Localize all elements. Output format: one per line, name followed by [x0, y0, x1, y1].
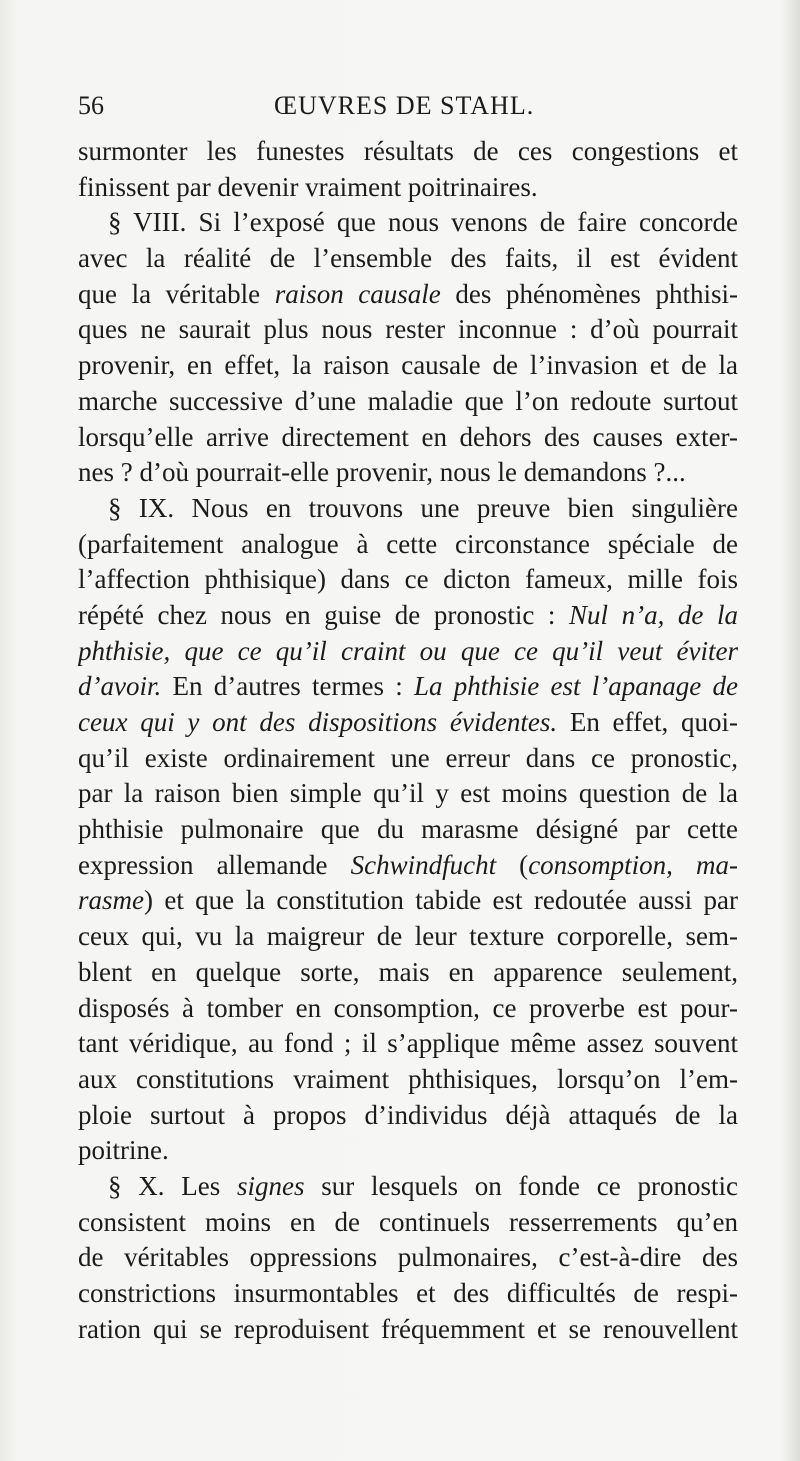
text-line: [78, 134, 738, 170]
body-text: [78, 134, 738, 1347]
text-line: [78, 170, 738, 206]
text-span: qu’il existe ordinairement une erreur dans ce pronostic,: [78, 742, 738, 773]
text-span: phthisie pulmonaire que du marasme désigné par cette: [78, 814, 738, 845]
text-span: avec la réalité de l’ensemble des faits, il est évident: [78, 243, 738, 274]
text-line: [78, 634, 738, 670]
text-span: En d’autres termes :: [161, 671, 414, 702]
text-line: [78, 669, 738, 705]
text-span: finissent par devenir vraiment poitrinaires.: [78, 171, 538, 202]
italic-span: Nul n’a, de la: [569, 599, 738, 630]
italic-span: signes: [237, 1170, 305, 1201]
text-span: (: [496, 849, 529, 880]
text-line: [78, 776, 738, 812]
text-span: ceux qui, vu la maigreur de leur texture corporelle, sem-: [78, 921, 738, 952]
text-span: ration qui se reproduisent fréquemment et se renouvellent: [78, 1313, 738, 1344]
text-span: En effet, quoi-: [557, 707, 738, 737]
text-span: ques ne saurait plus nous rester inconnue : d’où pourrait: [78, 314, 738, 345]
page-number: 56: [78, 91, 104, 120]
text-line: [78, 1026, 738, 1062]
text-span: tant véridique, au fond ; il s’applique même assez souvent: [78, 1028, 738, 1059]
text-line: [78, 848, 738, 884]
text-line: [78, 1133, 738, 1169]
text-line: [78, 955, 738, 991]
text-span: consistent moins en de continuels resserrements qu’en: [78, 1206, 738, 1237]
text-line: [78, 1169, 738, 1205]
text-line: [78, 384, 738, 420]
text-span: par la raison bien simple qu’il y est moins question de la: [78, 778, 738, 809]
text-span: aux constitutions vraiment phthisiques, lorsqu’on l’em-: [78, 1063, 738, 1094]
text-span: § X. Les: [108, 1170, 238, 1201]
text-line: [78, 562, 738, 598]
text-span: nes ? d’où pourrait-elle provenir, nous le demandons ?...: [78, 457, 686, 488]
italic-span: rasme: [78, 885, 144, 916]
text-line: [78, 205, 738, 241]
text-line: [78, 241, 738, 277]
text-span: surmonter les funestes résultats de ces congestions et: [78, 136, 738, 166]
text-span: (parfaitement analogue à cette circonstance spéciale de: [78, 528, 738, 559]
text-line: [78, 1240, 738, 1276]
text-line: [78, 527, 738, 563]
text-line: [78, 812, 738, 848]
text-line: [78, 1276, 738, 1312]
text-span: lorsqu’elle arrive directement en dehors des causes exter-: [78, 421, 738, 452]
italic-span: raison causale: [274, 278, 441, 309]
text-line: [78, 741, 738, 777]
text-span: constrictions insurmontables et des difficultés de respi-: [78, 1278, 738, 1308]
text-line: [78, 455, 738, 491]
text-line: [78, 348, 738, 384]
text-span: sur lesquels on fonde ce pronostic: [304, 1170, 738, 1201]
text-span: blent en quelque sorte, mais en apparence seulement,: [78, 956, 738, 987]
text-line: [78, 991, 738, 1027]
text-line: [78, 598, 738, 634]
text-span: des phénomènes phthisi-: [440, 278, 738, 309]
text-span: répété chez nous en guise de pronostic :: [78, 599, 569, 630]
italic-span: ceux qui y ont des dispositions évidentes.: [78, 707, 558, 737]
text-span: que la véritable: [78, 278, 275, 309]
text-line: [78, 1098, 738, 1134]
text-span: ploie surtout à propos d’individus déjà attaqués de la: [78, 1099, 738, 1130]
italic-span: La phthisie est l’apanage de: [413, 671, 738, 702]
text-line: [78, 883, 738, 919]
text-span: § IX. Nous en trouvons une preuve bien singulière: [108, 492, 738, 523]
text-line: [78, 705, 738, 741]
text-span: ) et que la constitution tabide est redoutée aussi par: [144, 885, 738, 916]
text-line: [78, 312, 738, 348]
page-header: [78, 88, 738, 124]
text-line: [78, 420, 738, 456]
italic-span: consomption, ma-: [528, 849, 738, 880]
text-line: [78, 1205, 738, 1241]
text-span: expression allemande: [78, 849, 351, 880]
text-span: poitrine.: [78, 1135, 169, 1166]
text-span: de véritables oppressions pulmonaires, c’est-à-dire des: [78, 1242, 738, 1273]
text-span: l’affection phthisique) dans ce dicton fameux, mille fois: [78, 564, 738, 595]
text-span: provenir, en effet, la raison causale de l’invasion et de la: [78, 350, 738, 381]
text-span: marche successive d’une maladie que l’on redoute surtout: [78, 385, 738, 416]
text-line: [78, 277, 738, 313]
running-title: ŒUVRES DE STAHL.: [274, 91, 535, 120]
italic-span: Schwindfucht: [350, 849, 497, 880]
italic-span: d’avoir.: [78, 671, 162, 702]
text-span: disposés à tomber en consomption, ce proverbe est pour-: [78, 992, 738, 1023]
text-line: [78, 919, 738, 955]
text-line: [78, 1062, 738, 1098]
text-line: [78, 1312, 738, 1348]
text-span: § VIII. Si l’exposé que nous venons de faire concorde: [108, 207, 738, 238]
text-line: [78, 491, 738, 527]
italic-span: phthisie, que ce qu’il craint ou que ce qu’il veut éviter: [78, 635, 738, 666]
